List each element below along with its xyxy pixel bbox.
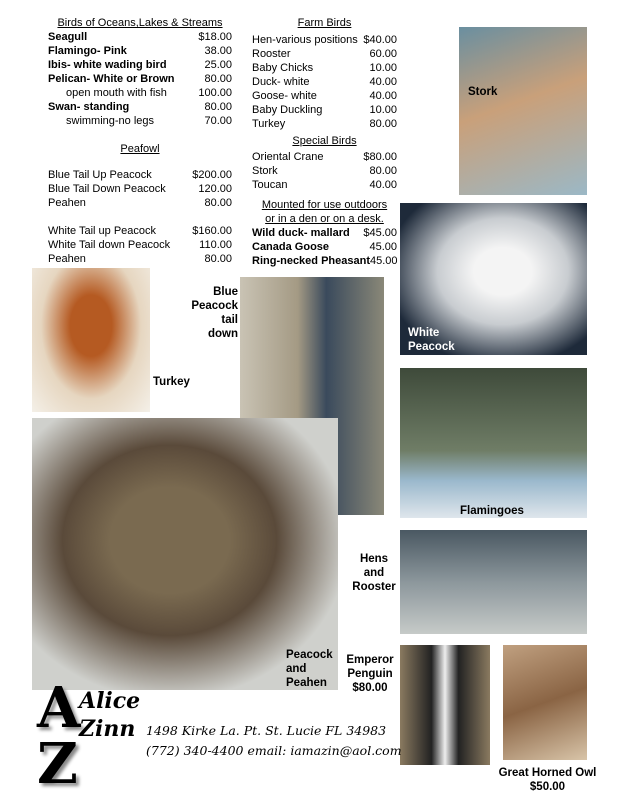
item-price: 70.00 bbox=[204, 115, 232, 127]
item-price: 25.00 bbox=[204, 59, 232, 71]
item-price: $18.00 bbox=[198, 31, 232, 43]
oceans-heading: Birds of Oceans,Lakes & Streams bbox=[57, 17, 223, 29]
item-price: 10.00 bbox=[369, 62, 397, 74]
price-row bbox=[48, 114, 232, 128]
mounted-heading-2: or in a den or on a desk. bbox=[265, 213, 384, 225]
peacock-peahen-label: Peacock and Peahen bbox=[286, 649, 333, 689]
item-price: 110.00 bbox=[199, 239, 232, 251]
item-name: swimming-no legs bbox=[66, 115, 155, 127]
item-price: 80.00 bbox=[204, 101, 232, 113]
price-row bbox=[48, 86, 232, 100]
price-row bbox=[48, 182, 232, 196]
price-row bbox=[48, 238, 232, 252]
price-row bbox=[252, 33, 397, 47]
price-row bbox=[252, 75, 397, 89]
hens-rooster-photo bbox=[400, 530, 587, 634]
alice-zinn-logo bbox=[35, 675, 143, 797]
oceans-section bbox=[48, 16, 232, 266]
item-name: Baby Chicks bbox=[252, 62, 314, 74]
item-price: 45.00 bbox=[369, 241, 397, 253]
farm-heading: Farm Birds bbox=[297, 17, 352, 29]
price-row bbox=[252, 226, 397, 240]
price-row bbox=[252, 61, 397, 75]
item-price: 45.00 bbox=[369, 255, 398, 267]
turkey-photo bbox=[32, 268, 150, 412]
item-price: 120.00 bbox=[198, 183, 232, 195]
item-price: $160.00 bbox=[192, 225, 232, 237]
item-name: Baby Duckling bbox=[252, 104, 323, 116]
item-price: 80.00 bbox=[204, 73, 232, 85]
item-name: Peahen bbox=[48, 197, 86, 209]
item-price: $80.00 bbox=[363, 151, 397, 163]
item-name: Swan- standing bbox=[48, 101, 130, 113]
peafowl-heading: Peafowl bbox=[120, 143, 160, 155]
price-row bbox=[48, 224, 232, 238]
item-name: Pelican- White or Brown bbox=[48, 73, 175, 85]
item-name: Duck- white bbox=[252, 76, 310, 88]
price-row bbox=[252, 178, 397, 192]
item-name: Toucan bbox=[252, 179, 288, 191]
item-name: Ibis- white wading bird bbox=[48, 59, 167, 71]
flamingoes-photo bbox=[400, 368, 587, 518]
item-price: 40.00 bbox=[369, 179, 397, 191]
price-row bbox=[48, 72, 232, 86]
logo-letter-z: Z bbox=[37, 731, 78, 797]
item-name: Flamingo- Pink bbox=[48, 45, 127, 57]
stork-photo bbox=[459, 27, 587, 195]
penguin-photo bbox=[400, 645, 490, 765]
item-name: Stork bbox=[252, 165, 278, 177]
item-name: Goose- white bbox=[252, 90, 317, 102]
item-price: 60.00 bbox=[369, 48, 397, 60]
item-name: Ring-necked Pheasant bbox=[252, 255, 370, 267]
item-name: Turkey bbox=[252, 118, 286, 130]
price-row bbox=[252, 47, 397, 61]
penguin-label: Emperor Penguin $80.00 bbox=[346, 654, 394, 694]
item-name: open mouth with fish bbox=[66, 87, 167, 99]
mounted-heading-1: Mounted for use outdoors bbox=[261, 199, 388, 211]
owl-photo bbox=[503, 645, 587, 760]
farm-section bbox=[252, 16, 397, 268]
item-price: $40.00 bbox=[363, 34, 397, 46]
price-row bbox=[48, 100, 232, 114]
flamingoes-label: Flamingoes bbox=[460, 505, 524, 517]
logo-alice: Alice bbox=[79, 688, 141, 714]
item-name: Hen-various positions bbox=[252, 34, 358, 46]
special-heading: Special Birds bbox=[292, 135, 357, 147]
item-price: $45.00 bbox=[363, 227, 397, 239]
item-price: 40.00 bbox=[369, 76, 397, 88]
price-row bbox=[252, 254, 397, 268]
price-row bbox=[252, 89, 397, 103]
price-row bbox=[252, 240, 397, 254]
price-row bbox=[48, 196, 232, 210]
item-name: Blue Tail Up Peacock bbox=[48, 169, 152, 181]
turkey-label: Turkey bbox=[153, 376, 190, 388]
item-price: 80.00 bbox=[369, 165, 397, 177]
stork-label: Stork bbox=[468, 86, 498, 98]
item-price: 100.00 bbox=[198, 87, 232, 99]
item-name: White Tail down Peacock bbox=[48, 239, 171, 251]
item-price: 80.00 bbox=[204, 197, 232, 209]
price-row bbox=[48, 168, 232, 182]
item-name: Canada Goose bbox=[252, 241, 330, 253]
item-price: 80.00 bbox=[369, 118, 397, 130]
price-row bbox=[48, 44, 232, 58]
logo-zinn: Zinn bbox=[79, 716, 136, 742]
price-row bbox=[252, 103, 397, 117]
phone-email: (772) 340-4400 email: iamazin@aol.com bbox=[146, 743, 402, 758]
item-name: Seagull bbox=[48, 31, 88, 43]
owl-label: Great Horned Owl $50.00 bbox=[498, 767, 597, 793]
price-row bbox=[48, 58, 232, 72]
logo-letter-a: A bbox=[37, 675, 81, 741]
price-row bbox=[252, 164, 397, 178]
price-row bbox=[252, 117, 397, 131]
item-name: Oriental Crane bbox=[252, 151, 324, 163]
item-price: 40.00 bbox=[369, 90, 397, 102]
item-price: 10.00 bbox=[369, 104, 397, 116]
price-row bbox=[48, 30, 232, 44]
item-name: Peahen bbox=[48, 253, 86, 265]
item-name: Blue Tail Down Peacock bbox=[48, 183, 166, 195]
blue-peacock-label: Blue Peacock tail down bbox=[191, 286, 238, 340]
item-price: 80.00 bbox=[204, 253, 232, 265]
item-name: White Tail up Peacock bbox=[48, 225, 157, 237]
item-name: Wild duck- mallard bbox=[252, 227, 350, 239]
item-price: $200.00 bbox=[192, 169, 232, 181]
item-price: 38.00 bbox=[204, 45, 232, 57]
white-peacock-label: White Peacock bbox=[408, 327, 455, 353]
price-row bbox=[252, 150, 397, 164]
item-name: Rooster bbox=[252, 48, 291, 60]
address: 1498 Kirke La. Pt. St. Lucie FL 34983 bbox=[146, 723, 387, 738]
hens-rooster-label: Hens and Rooster bbox=[352, 553, 396, 593]
price-row bbox=[48, 252, 232, 266]
